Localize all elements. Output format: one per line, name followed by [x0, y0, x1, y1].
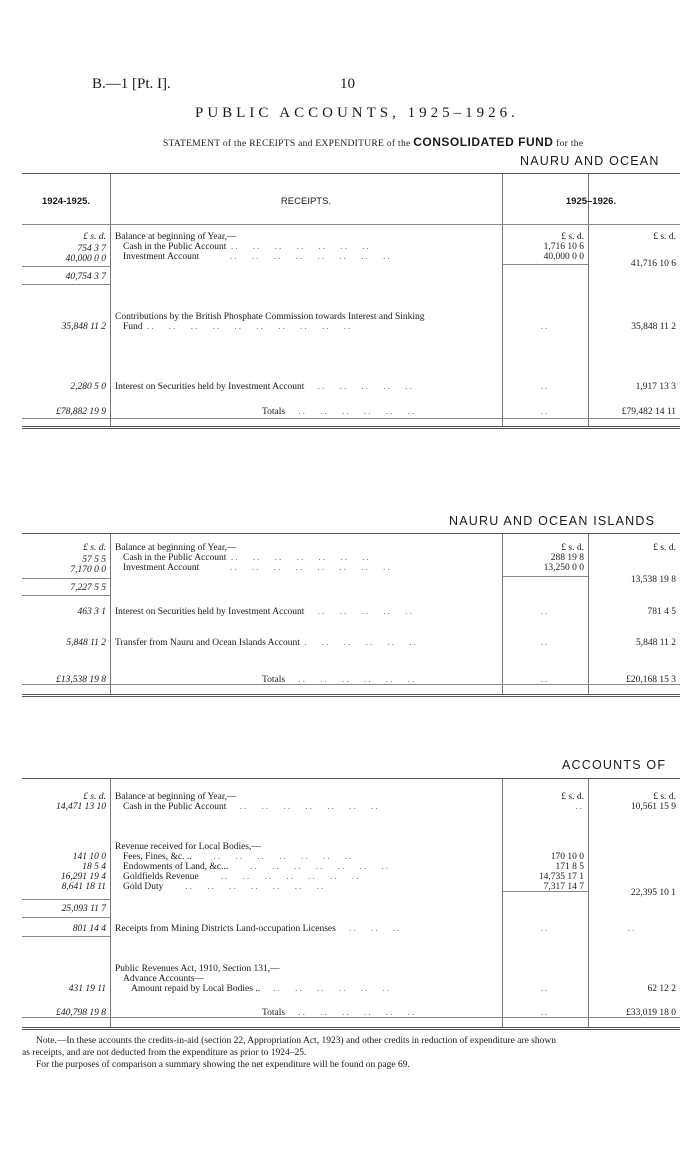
col-receipts: RECEIPTS.	[280, 196, 332, 207]
current-cash: 288 19 8	[550, 553, 584, 563]
row-label: Investment Account .. .. .. .. .. .. .. ..	[123, 563, 392, 573]
prior-totals: £13,538 19 8	[56, 675, 106, 685]
current-revenue-total: 22,395 10 1	[630, 888, 676, 898]
lsd-header: £ s. d.	[561, 543, 584, 553]
lsd-header: £ s. d.	[83, 232, 106, 242]
prior-totals: £78,882 19 9	[56, 407, 106, 417]
current-contributions: 35,848 11 2	[631, 322, 676, 332]
prior-cash: 14,471 13 10	[56, 802, 106, 812]
row-label: Balance at beginning of Year,—	[115, 792, 237, 802]
note-line: Note.—In these accounts the credits-in-aid (section 22, Appropriation Act, 1923) and other credits in reduction of expenditure are shown	[36, 1036, 556, 1046]
revenue-item-prior: 8,641 18 11	[61, 882, 106, 892]
revenue-item-prior: 141 10 0	[72, 852, 106, 862]
prior-cash: 754 3 7	[77, 244, 106, 254]
prior-investment: 40,000 0 0	[65, 254, 106, 264]
statement-prefix: STATEMENT of the RECEIPTS and EXPENDITURE of the	[163, 139, 411, 149]
current-interest: 1,917 13 3	[635, 382, 676, 392]
revenue-item-current: 14,735 17 1	[538, 872, 584, 882]
prior-interest: 463 3 1	[77, 607, 106, 617]
lsd-header: £ s. d.	[83, 543, 106, 553]
lsd-header: £ s. d.	[83, 792, 106, 802]
prior-contributions: 35,848 11 2	[61, 322, 106, 332]
prior-cash: 57 5 5	[82, 555, 106, 565]
col-current-year: 1925–1926.	[565, 196, 617, 207]
current-interest: 781 4 5	[647, 607, 676, 617]
current-totals: £79,482 14 11	[621, 407, 676, 417]
prior-revenue-total: 25,093 11 7	[61, 904, 106, 914]
current-cash-total: 10,561 15 9	[630, 802, 676, 812]
row-label: Contributions by the British Phosphate Commission towards Interest and Sinking	[115, 312, 425, 322]
row-label: Cash in the Public Account .. .. .. .. .. .. ..	[123, 802, 380, 812]
lsd-header: £ s. d.	[653, 543, 676, 553]
revenue-item-current: 171 8 5	[555, 862, 584, 872]
revenue-item-current: 7,317 14 7	[543, 882, 584, 892]
row-label: Amount repaid by Local Bodies .. .. .. .. .. .. ..	[131, 984, 392, 994]
row-label: Balance at beginning of Year,—	[115, 232, 237, 242]
row-label: Cash in the Public Account .. .. .. .. .. .. ..	[123, 553, 371, 563]
row-label: Balance at beginning of Year,—	[115, 543, 237, 553]
lsd-header: £ s. d.	[653, 232, 676, 242]
row-label: Receipts from Mining Districts Land-occupation Licenses .. .. ..	[115, 924, 402, 934]
receipts-table-2: £ s. d. £ s. d. £ s. d. 57 5 5 7,170 0 0 7,227 5 5 Balance at beginning of Year,— Cash in the Public Account .. .. .. .. .. .. .. Investment Account .. .. .. .. .. .. .. .. 288 19 8 13,250 0 0 13,538 19 8 Interest on Securities held by Investment Account .. .. .. .. .. 463 3 1 .. 781 4 5 Transfer from Nauru and Ocean Islands Account . .. .. .. .. .. 5,848 11 2 .. 5,848 11 2 £13,538 19 8 Totals .. .. .. .. .. .. .. £20,168 15 3	[22, 533, 680, 697]
current-balance-total: 41,716 10 6	[630, 259, 676, 269]
row-label: Transfer from Nauru and Ocean Islands Account . .. .. .. .. ..	[115, 638, 418, 648]
row-label: Interest on Securities held by Investment Account .. .. .. .. ..	[115, 382, 414, 392]
receipts-table-1: 1924-1925. RECEIPTS. 1925–1926. £ s. d. £ s. d. £ s. d. 754 3 7 40,000 0 0 40,754 3 7 Balance at beginning of Year,— Cash in the Public Account .. .. .. .. .. .. .. Investment Account .. .. .. .. .. .. .. .. 1,716 10 6 40,000 0 0 41,716 10 6 Contributions by the British Phosphate Commission towards Interest and Sinking Fund .. .. .. .. .. .. .. .. .. .. 35,848 11 2 .. 35,848 11 2 Interest on Securities held by Investment Account .. .. .. .. .. 2,280 5 0 .. 1,917 13 3 £78,882 19 9 Totals .. .. .. .. .. .. .. £79,482 14 11	[22, 173, 680, 429]
prior-interest: 2,280 5 0	[70, 382, 106, 392]
section-title-nauru-ocean: NAURU AND OCEAN	[520, 154, 660, 168]
revenue-item-current: 170 10 0	[550, 852, 584, 862]
current-investment: 40,000 0 0	[543, 252, 584, 262]
current-totals: £20,168 15 3	[626, 675, 676, 685]
page-number: 10	[340, 76, 355, 92]
note-line: as receipts, and are not deducted from the expenditure as prior to 1924–25.	[22, 1048, 307, 1058]
revenue-item-prior: 16,291 19 4	[60, 872, 106, 882]
section-title-accounts-of: ACCOUNTS OF	[562, 758, 667, 772]
totals-label: Totals .. .. .. .. .. ..	[262, 675, 417, 685]
footnote	[36, 1035, 686, 1047]
report-reference: B.—1 [Pt. I].	[92, 76, 171, 92]
revenue-item-label: Fees, Fines, &c. .. .. .. .. .. .. .. ..	[123, 852, 354, 862]
receipts-table-3: £ s. d. £ s. d. £ s. d. 14,471 13 10 Balance at beginning of Year,— Cash in the Public Account .. .. .. .. .. .. .. .. 10,561 15 9 Revenue received for Local Bodies,— 141 10 0 Fees, Fines, &c. .. .. .. .. .. .. .. .. 170 10 0 18 5 4 Endowments of Land, &c... .. .. .. .. .. .. .. 171 8 5 16,291 19 4 Goldfields Revenue .. .. .. .. .. .. .. 14,735 17 1 8,641 18 11 Gold Duty .. .. .. .. .. .. .. 7,317 14 7 25,093 11 7 22,395 10 1 801 14 4 Receipts from Mining Districts Land-occupation Licenses .. .. .. .. .. Public Revenues Act, 1910, Section 131,— Advance Accounts— Amount repaid by Local Bodies .. .. .. .. .. .. .. 431 19 11 .. 62 12 2 £40,798 19 8 Totals .. .. .. .. .. .. .. £33,019 18 0	[22, 778, 680, 1030]
lsd-header: £ s. d.	[653, 792, 676, 802]
statement-suffix: for the	[556, 139, 584, 149]
current-cash: 1,716 10 6	[543, 242, 584, 252]
row-label: Investment Account .. .. .. .. .. .. .. ..	[123, 252, 392, 262]
col-prior-year: 1924-1925.	[41, 196, 91, 207]
section-title-nauru-ocean-islands: NAURU AND OCEAN ISLANDS	[449, 514, 656, 528]
revenue-item-label: Endowments of Land, &c... .. .. .. .. .. .. ..	[123, 862, 391, 872]
row-label: Revenue received for Local Bodies,—	[115, 842, 261, 852]
revenue-item-label: Gold Duty .. .. .. .. .. .. ..	[123, 882, 326, 892]
prior-balance-total: 40,754 3 7	[65, 272, 106, 282]
prior-totals: £40,798 19 8	[56, 1008, 106, 1018]
prior-advance: 431 19 11	[68, 984, 106, 994]
current-investment: 13,250 0 0	[543, 563, 584, 573]
prior-transfer: 5,848 11 2	[66, 638, 106, 648]
totals-label: Totals .. .. .. .. .. ..	[262, 1008, 417, 1018]
lsd-header: £ s. d.	[561, 792, 584, 802]
prior-balance-total: 7,227 5 5	[70, 583, 106, 593]
page-title: PUBLIC ACCOUNTS, 1925–1926.	[195, 105, 519, 121]
row-label: Public Revenues Act, 1910, Section 131,—	[115, 964, 280, 974]
row-label: Interest on Securities held by Investment Account .. .. .. .. ..	[115, 607, 414, 617]
row-label: Cash in the Public Account .. .. .. .. .. .. ..	[123, 242, 371, 252]
statement-heading	[163, 135, 583, 149]
totals-label: Totals .. .. .. .. .. ..	[262, 407, 417, 417]
current-advance: 62 12 2	[647, 984, 676, 994]
prior-licenses: 801 14 4	[72, 924, 106, 934]
statement-fund: CONSOLIDATED FUND	[413, 135, 554, 149]
note-line: For the purposes of comparison a summary showing the net expenditure will be found on page 69.	[36, 1060, 410, 1070]
lsd-header: £ s. d.	[561, 232, 584, 242]
current-totals: £33,019 18 0	[626, 1008, 676, 1018]
revenue-item-prior: 18 5 4	[82, 862, 106, 872]
current-transfer: 5,848 11 2	[635, 638, 676, 648]
current-balance-total: 13,538 19 8	[630, 575, 676, 585]
row-label: Advance Accounts—	[123, 974, 204, 984]
prior-investment: 7,170 0 0	[70, 565, 106, 575]
revenue-item-label: Goldfields Revenue .. .. .. .. .. .. ..	[123, 872, 361, 882]
row-label: Fund .. .. .. .. .. .. .. .. .. ..	[123, 322, 353, 332]
current-cash: ..	[575, 802, 584, 812]
